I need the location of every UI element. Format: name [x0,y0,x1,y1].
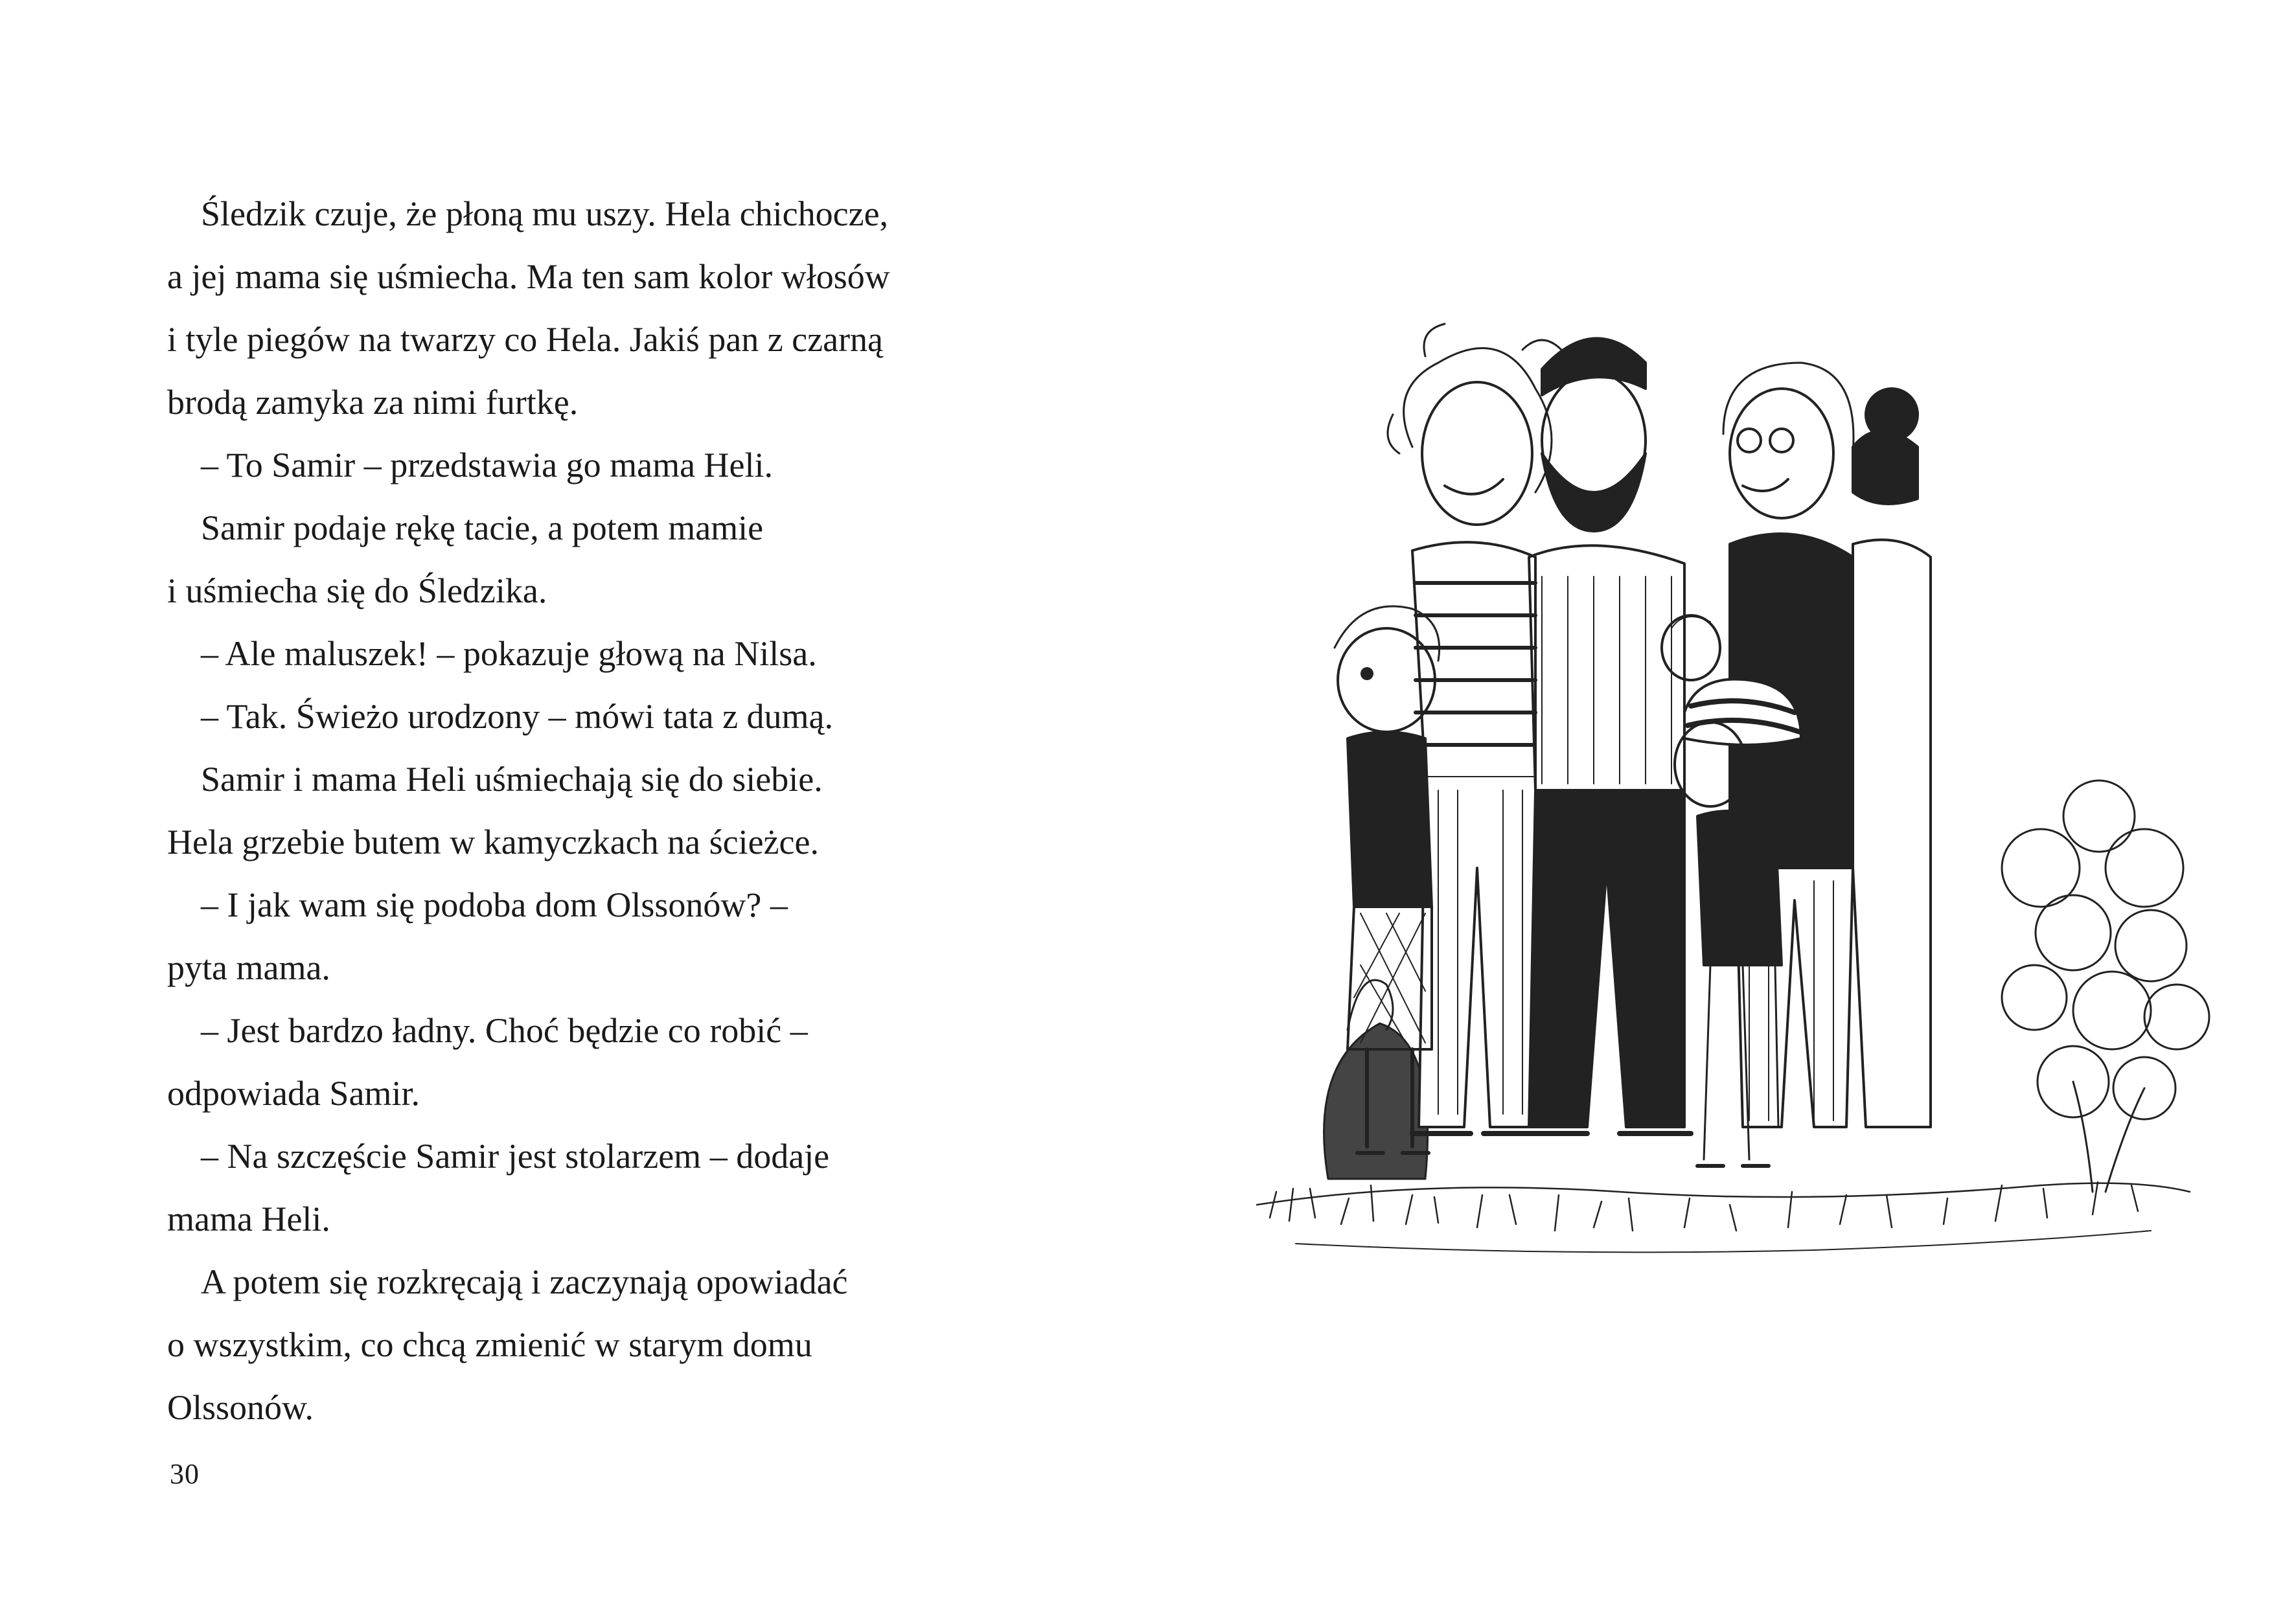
text-line: i uśmiecha się do Śledzika. [167,571,547,610]
text-line: Samir podaje rękę tacie, a potem mamie [201,508,764,547]
grass-ground [1257,1182,2190,1252]
text-line: A potem się rozkręcają i zaczynają opowiadać [201,1262,848,1301]
family-illustration [1231,285,2242,1334]
baby-figure [1662,615,1720,680]
text-line: – Ale maluszek! – pokazuje głową na Nilsa. [201,634,817,673]
text-line: – Tak. Świeżo urodzony – mówi tata z dumą. [201,697,834,736]
text-line: a jej mama się uśmiecha. Ma ten sam kolor włosów [167,257,890,296]
text-line: Hela grzebie butem w kamyczkach na ścieżce. [167,823,819,861]
text-line: – I jak wam się podoba dom Olssonów? – [201,885,788,924]
text-line: i tyle piegów na twarzy co Hela. Jakiś pan z czarną [167,320,884,359]
text-line: – Jest bardzo ładny. Choć będzie co robić – [201,1011,808,1050]
text-line: Samir i mama Heli uśmiechają się do siebie. [201,760,823,799]
text-line: – Na szczęście Samir jest stolarzem – dodaje [201,1137,830,1176]
page-number: 30 [170,1458,200,1490]
text-line: mama Heli. [167,1200,330,1238]
text-line: pyta mama. [167,948,330,987]
text-line: Olssonów. [167,1388,314,1427]
text-line: brodą zamyka za nimi furtkę. [167,383,579,422]
text-line: Śledzik czuje, że płoną mu uszy. Hela chichocze, [201,194,889,233]
bearded-man-figure [1516,338,1691,1134]
text-line: o wszystkim, co chcą zmienić w starym domu [167,1325,812,1364]
shrub [2002,781,2209,1192]
text-line: odpowiada Samir. [167,1074,420,1113]
story-text [167,183,1009,1439]
woman-bun-figure [1853,389,1931,1127]
text-line: – To Samir – przedstawia go mama Heli. [201,446,774,484]
